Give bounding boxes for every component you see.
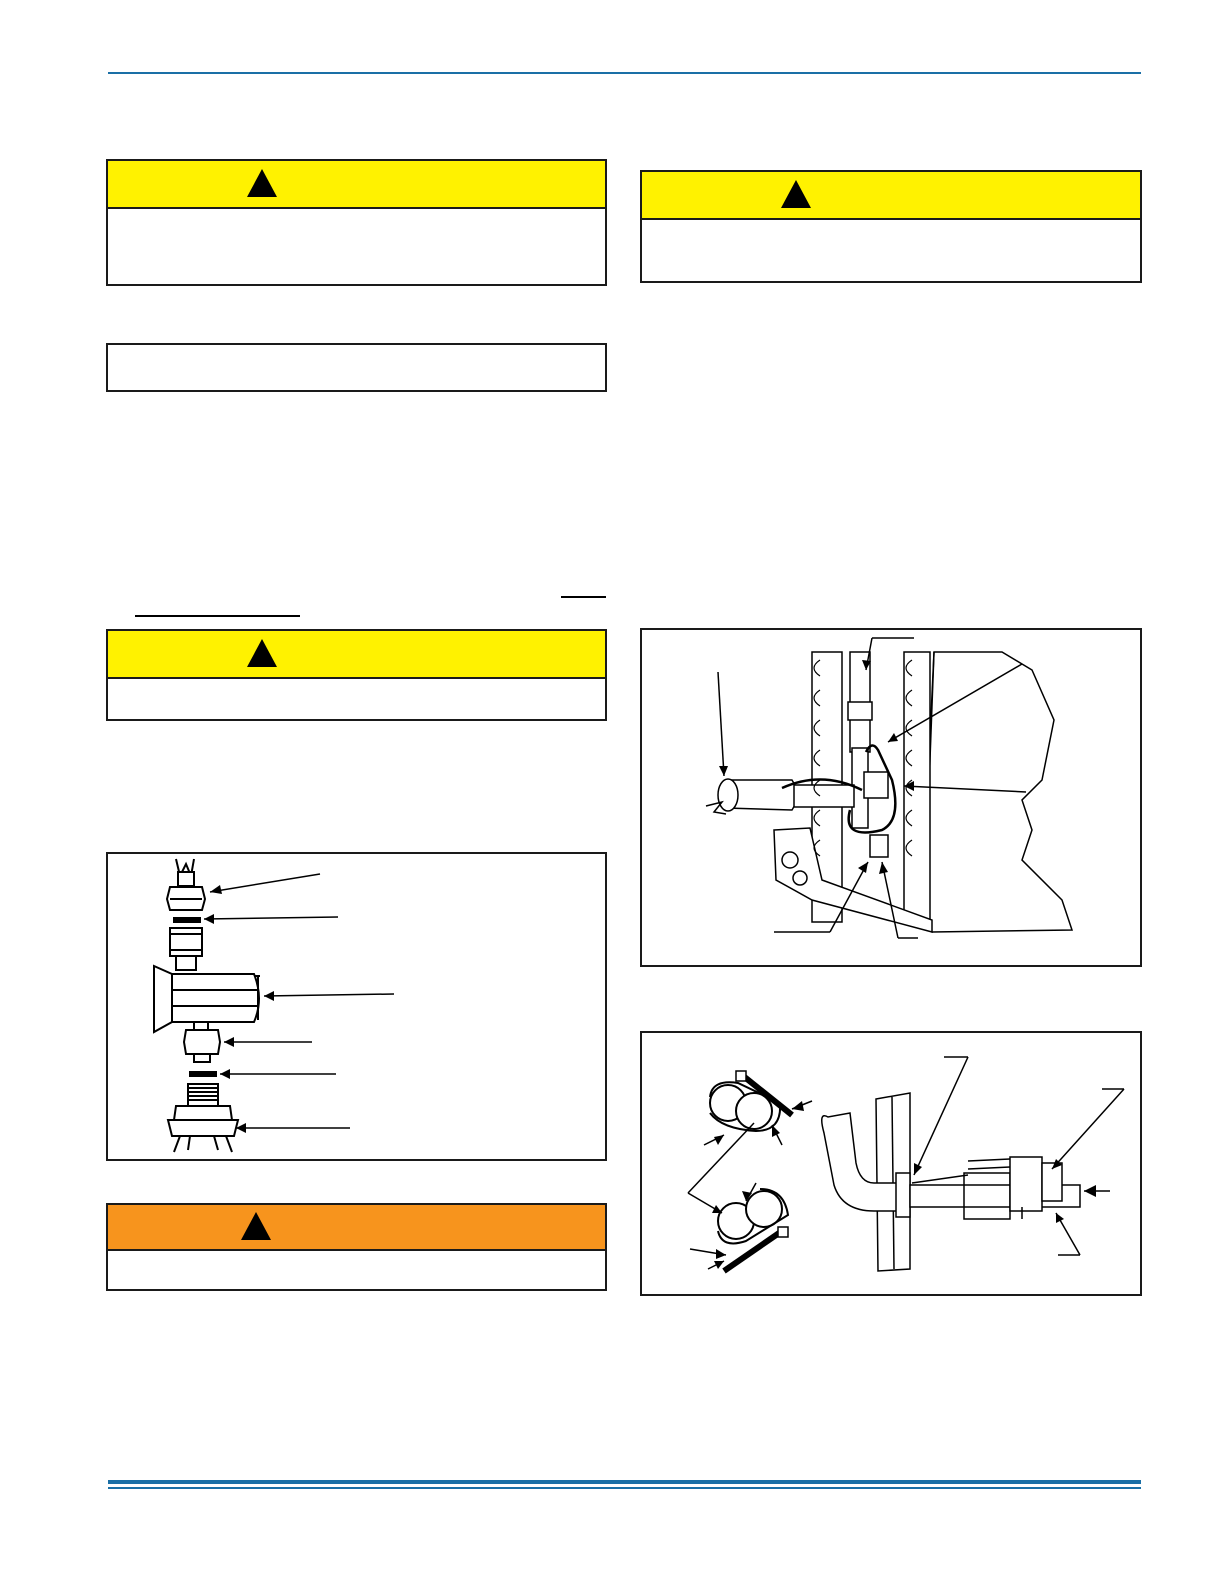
header-rule	[108, 72, 1141, 74]
figure-distributor-assembly	[106, 852, 607, 1161]
warning-box-1	[106, 159, 607, 286]
warning-triangle-icon	[247, 169, 277, 197]
footer-rule-thick	[108, 1480, 1141, 1484]
warning-box-2	[106, 629, 607, 721]
underline-mark-2	[135, 615, 300, 617]
underline-mark-1	[561, 596, 606, 598]
footer-rule-thin	[108, 1487, 1141, 1489]
figure-tube-clamp-detail	[640, 1031, 1142, 1296]
note-box	[106, 343, 607, 392]
coil-piping-diagram	[642, 630, 1140, 965]
warning-triangle-icon	[781, 180, 811, 208]
warning-triangle-icon	[241, 1212, 271, 1240]
tube-clamp-diagram	[642, 1033, 1140, 1294]
warning-header	[108, 631, 605, 679]
warning-header	[108, 161, 605, 209]
warning-header	[642, 172, 1140, 220]
caution-header	[108, 1205, 605, 1251]
warning-triangle-icon	[247, 639, 277, 667]
distributor-assembly-diagram	[108, 854, 605, 1159]
caution-box	[106, 1203, 607, 1291]
warning-box-3	[640, 170, 1142, 283]
figure-coil-piping	[640, 628, 1142, 967]
